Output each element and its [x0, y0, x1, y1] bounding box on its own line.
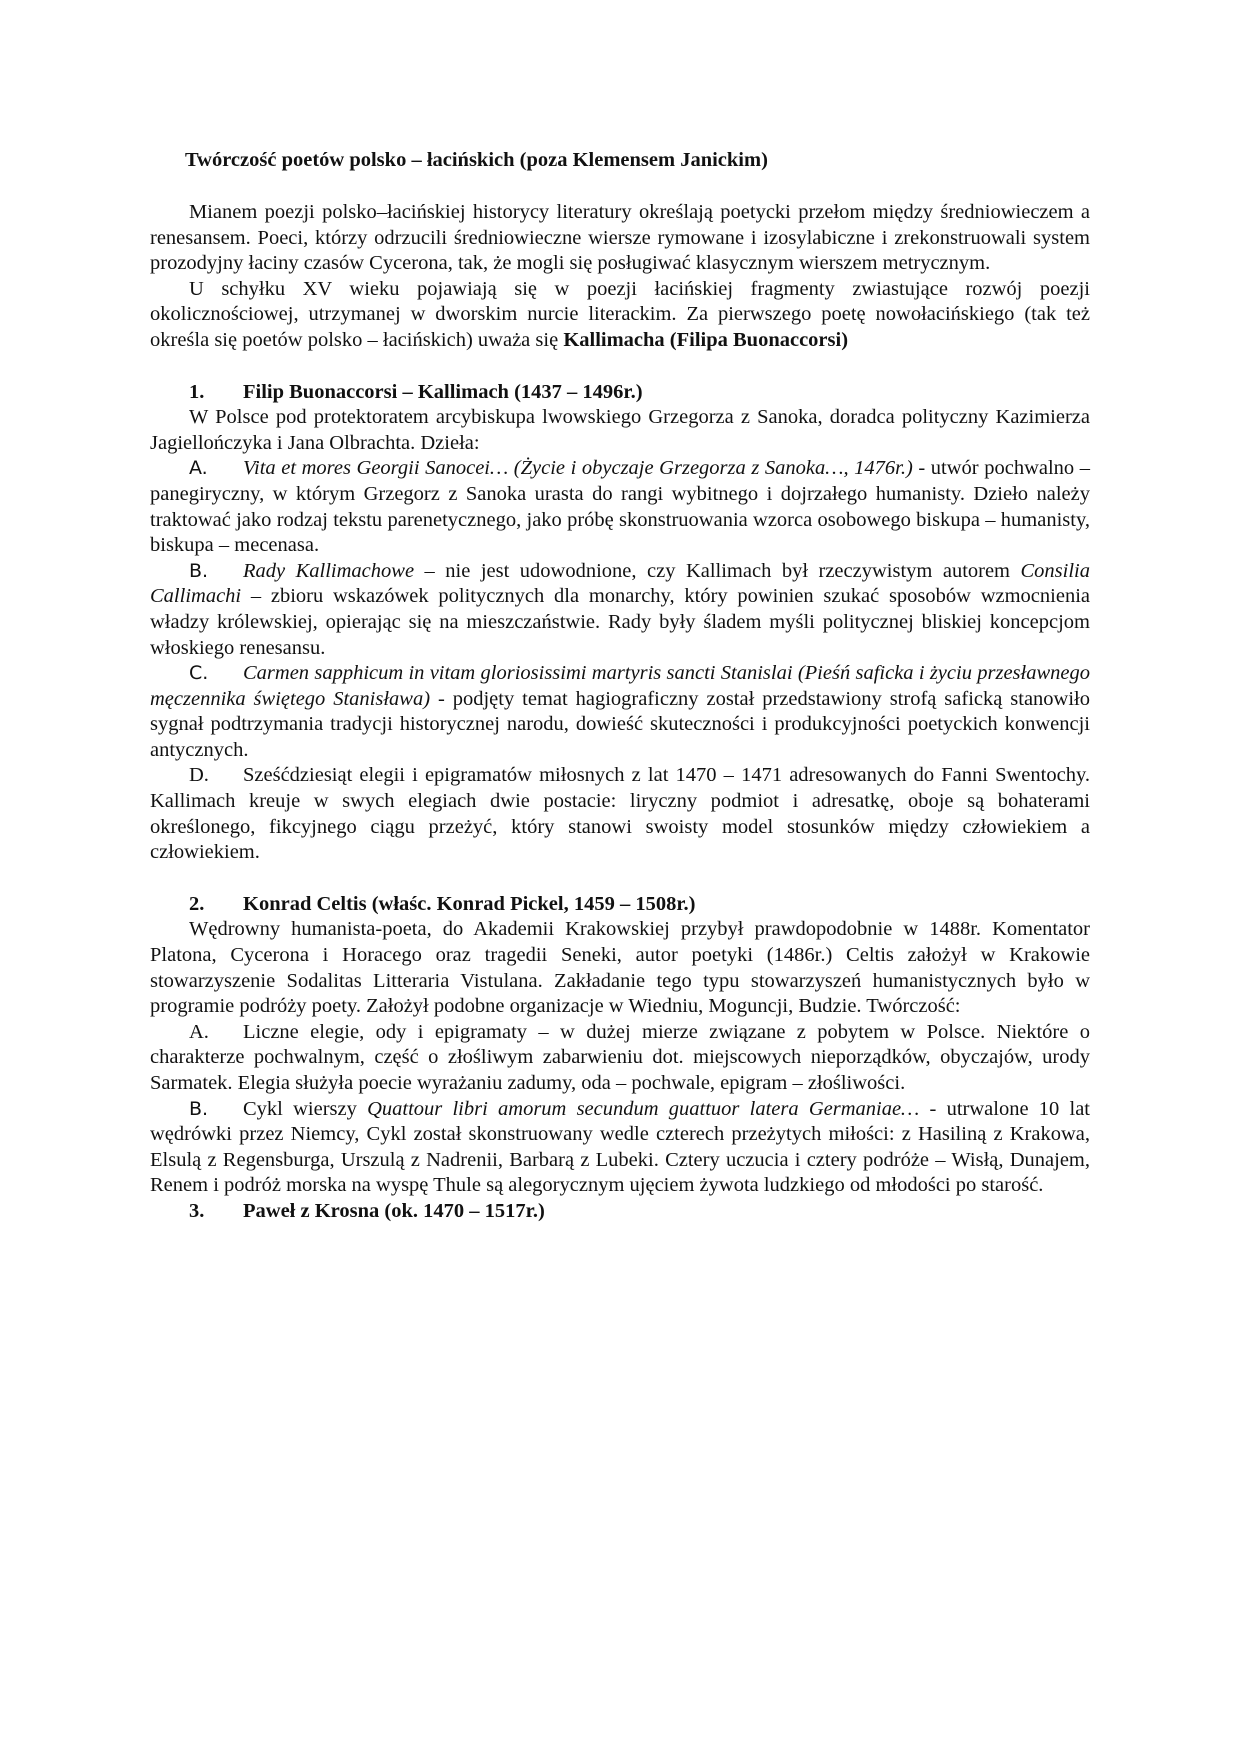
document-page	[150, 148, 1090, 1225]
list-item-d	[150, 763, 1090, 865]
item-text: Sześćdziesiąt elegii i epigramatów miłosnych z lat 1470 – 1471 adresowanych do Fanni Swentochy. Kallimach kreuje w swych elegiach dwie postacie: liryczny podmiot i adresatkę, oboje są bohaterami określonego, fikcyjnego ciągu przeżyć, który stanowi swoisty model stosunków między człowiekiem a człowiekiem.	[150, 764, 1090, 864]
list-marker: B.	[189, 1097, 209, 1120]
list-item-b	[150, 559, 1090, 661]
section-title: Konrad Celtis (właśc. Konrad Pickel, 1459 – 1508r.)	[243, 892, 696, 915]
intro-bold-tail: Kallimacha (Filipa Buonaccorsi)	[563, 328, 849, 351]
section-number: 1.	[189, 380, 205, 403]
section-lead: W Polsce pod protektoratem arcybiskupa lwowskiego Grzegorza z Sanoka, doradca polityczny Kazimierza Jagiellończyka i Jana Olbrachta. Dzieła:	[150, 406, 1090, 454]
work-title: Rady Kallimachowe	[243, 559, 415, 582]
spacer	[150, 866, 1090, 892]
item-text: - utwór pochwalno – panegiryczny, w którym Grzegorz z Sanoka urasta do rangi wybitnego i dojrzałego humanisty. Dzieło należy traktować jako rodzaj tekstu parenetycznego, jako próbę skonstruowania wzorca osobowego biskupa – humanisty, biskupa – mecenasa.	[150, 457, 1090, 557]
section-number: 2.	[189, 892, 205, 915]
section-number: 3.	[189, 1199, 205, 1222]
intro-paragraph-2	[150, 277, 1090, 354]
item-text: Liczne elegie, ody i epigramaty – w dużej mierze związane z pobytem w Polsce. Niektóre o charakterze pochwalnym, część o złośliwym zabarwieniu dot. miejscowych nieporządków, obyczajów, urody Sarmatek. Elegia służyła poecie wyrażaniu zadumy, oda – pochwale, epigram – złośliwości.	[150, 1020, 1090, 1094]
section-lead: Wędrowny humanista-poeta, do Akademii Krakowskiej przybył prawdopodobnie w 1488r. Komentator Platona, Cycerona i Horacego oraz tragedii Seneki, autor poetyki (1486r.) Celtis założył w Krakowie stowarzyszenie Sodalitas Litteraria Vistulana. Zakładanie tego typu stowarzyszeń humanistycznych było w programie podróży poety. Założył podobne organizacje w Wiedniu, Moguncji, Budzie. Twórczość:	[150, 918, 1090, 1018]
list-marker: A.	[189, 457, 208, 480]
section-heading-2	[150, 892, 1090, 918]
intro-paragraph-1: Mianem poezji polsko–łacińskiej historycy literatury określają poetycki przełom między średniowieczem a renesansem. Poeci, którzy odrzucili średniowieczne wiersze rymowane i izosylabiczne i zrekonstruowali system prozodyjny łaciny czasów Cycerona, tak, że mogli się posługiwać klasycznym wierszem metrycznym.	[150, 201, 1090, 275]
list-item-b	[150, 1097, 1090, 1199]
section-title: Paweł z Krosna (ok. 1470 – 1517r.)	[243, 1199, 545, 1222]
work-title: Quattour libri amorum secundum guattuor latera Germaniae…	[367, 1097, 920, 1120]
work-title: Vita et mores Georgii Sanocei… (Życie i obyczaje Grzegorza z Sanoka…, 1476r.)	[243, 457, 913, 480]
item-text: – nie jest udowodnione, czy Kallimach był rzeczywistym autorem	[414, 559, 1021, 582]
item-text-2: - utrwalone 10 lat wędrówki przez Niemcy, Cykl został skonstruowany wedle czterech przeżytych miłości: z Hasiliną z Krakowa, Elsulą z Regensburga, Urszulą z Nadrenii, Barbarą z Lubeki. Cztery uczucia i cztery podróże – Wisłą, Dunajem, Renem i podróż morska na wyspę Thule są alegorycznym ujęciem żywota ludzkiego od młodości po starość.	[150, 1097, 1090, 1197]
work-title: Carmen sapphicum in vitam gloriosissimi martyris sancti Stanislai (Pieśń saficka i życiu przesławnego męczennika świętego Stanisława)	[150, 662, 1090, 710]
intro-paragraph-2-text: U schyłku XV wieku pojawiają się w poezji łacińskiej fragmenty zwiastujące rozwój poezji okolicznościowej, utrzymanej w dworskim nurcie literackim. Za pierwszego poetę nowołacińskiego (tak też określa się poetów polsko – łacińskich) uważa się	[150, 277, 1090, 351]
list-marker: C.	[189, 662, 209, 685]
list-item-a	[150, 1020, 1090, 1097]
list-item-a	[150, 456, 1090, 558]
item-text: Cykl wierszy	[243, 1097, 368, 1120]
item-text-2: – zbioru wskazówek politycznych dla monarchy, który powinien szukać sposobów wzmocnienia władzy królewskiej, opierając się na mieszczaństwie. Rady były śladem myśli politycznej bliskiej koncepcjom włoskiego renesansu.	[150, 585, 1090, 659]
list-marker: D.	[189, 764, 209, 787]
section-heading-3	[150, 1199, 1090, 1225]
spacer	[150, 174, 1090, 200]
document-title: Twórczość poetów polsko – łacińskich (poza Klemensem Janickim)	[185, 149, 768, 171]
item-text: - podjęty temat hagiograficzny został przedstawiony strofą saficką stanowiło sygnał podtrzymania tradycji historycznej narodu, dowieść skuteczności i produkcyjności poetyckich konwencji antycznych.	[150, 687, 1090, 761]
spacer	[150, 354, 1090, 380]
work-title-2: Consilia Callimachi	[150, 559, 1090, 608]
list-marker: B.	[189, 559, 209, 582]
section-heading-1	[150, 380, 1090, 406]
list-item-c	[150, 661, 1090, 763]
list-marker: A.	[189, 1020, 209, 1043]
section-title: Filip Buonaccorsi – Kallimach (1437 – 1496r.)	[243, 380, 643, 403]
